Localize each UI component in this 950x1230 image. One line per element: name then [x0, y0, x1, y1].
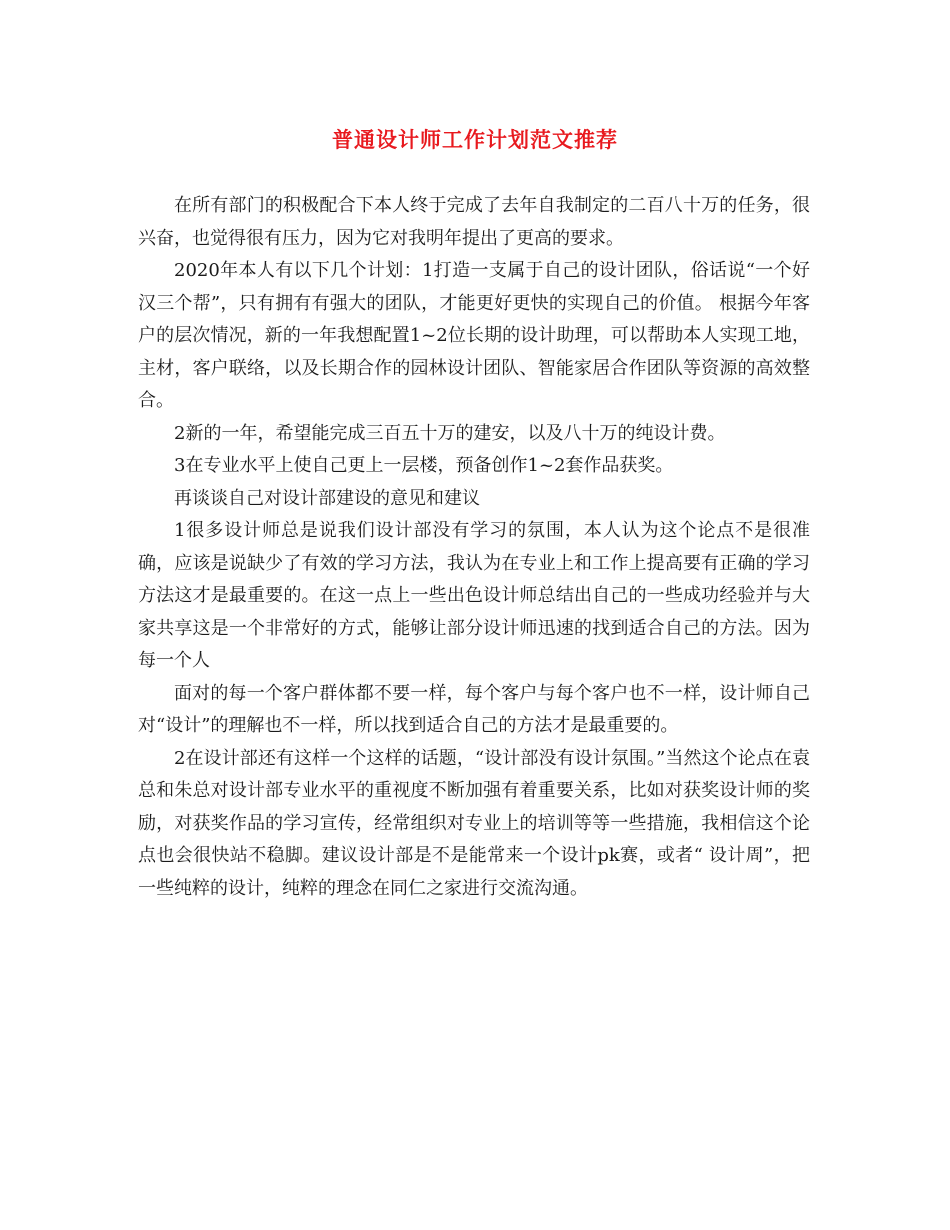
paragraph-suggestion-2: 2在设计部还有这样一个这样的话题，“设计部没有设计氛围。”当然这个论点在袁总和朱总对设计部专业水平的重视度不断加强有着重要关系，比如对获奖设计师的奖励，对获奖作品的学习宣传，经常组织对专业上的培训等等一些措施，我相信这个论点也会很快站不稳脚。建议设计部是不是能常来一个设计pk赛，或者“ 设计周”，把一些纯粹的设计，纯粹的理念在同仁之家进行交流沟通。	[138, 747, 810, 899]
paragraph-suggestions-heading: 再谈谈自己对设计部建设的意见和建议	[174, 487, 480, 509]
document-body	[138, 190, 810, 905]
paragraph-plan-2: 2新的一年，希望能完成三百五十万的建安，以及八十万的纯设计费。	[174, 422, 726, 444]
paragraph-suggestion-1-cont: 面对的每一个客户群体都不要一样，每个客户与每个客户也不一样，设计师自己对“设计”的理解也不一样，所以找到适合自己的方法才是最重要的。	[138, 682, 810, 736]
paragraph-plan-3: 3在专业水平上使自己更上一层楼，预备创作1~2套作品获奖。	[174, 455, 674, 476]
document-title: 普通设计师工作计划范文推荐	[332, 127, 618, 152]
paragraph-suggestion-1: 1很多设计师总是说我们设计部没有学习的氛围，本人认为这个论点不是很准确，应该是说缺少了有效的学习方法，我认为在专业上和工作上提高要有正确的学习方法这才是最重要的。在这一点上一些出色设计师总结出自己的一些成功经验并与大家共享这是一个非常好的方式，能够让部分设计师迅速的找到适合自己的方法。因为每一个人	[138, 520, 810, 671]
paragraph-intro: 在所有部门的积极配合下本人终于完成了去年自我制定的二百八十万的任务，很兴奋，也觉得很有压力，因为它对我明年提出了更高的要求。	[138, 195, 810, 249]
paragraph-plan-1: 2020年本人有以下几个计划：1打造一支属于自己的设计团队，俗话说“一个好汉三个帮”，只有拥有有强大的团队，才能更好更快的实现自己的价值。 根据今年客户的层次情况，新的一年我想配置1~2位长期的设计助理，可以帮助本人实现工地，主材，客户联络，以及长期合作的园林设计团队、智能家居合作团队等资源的高效整合。	[138, 260, 810, 411]
